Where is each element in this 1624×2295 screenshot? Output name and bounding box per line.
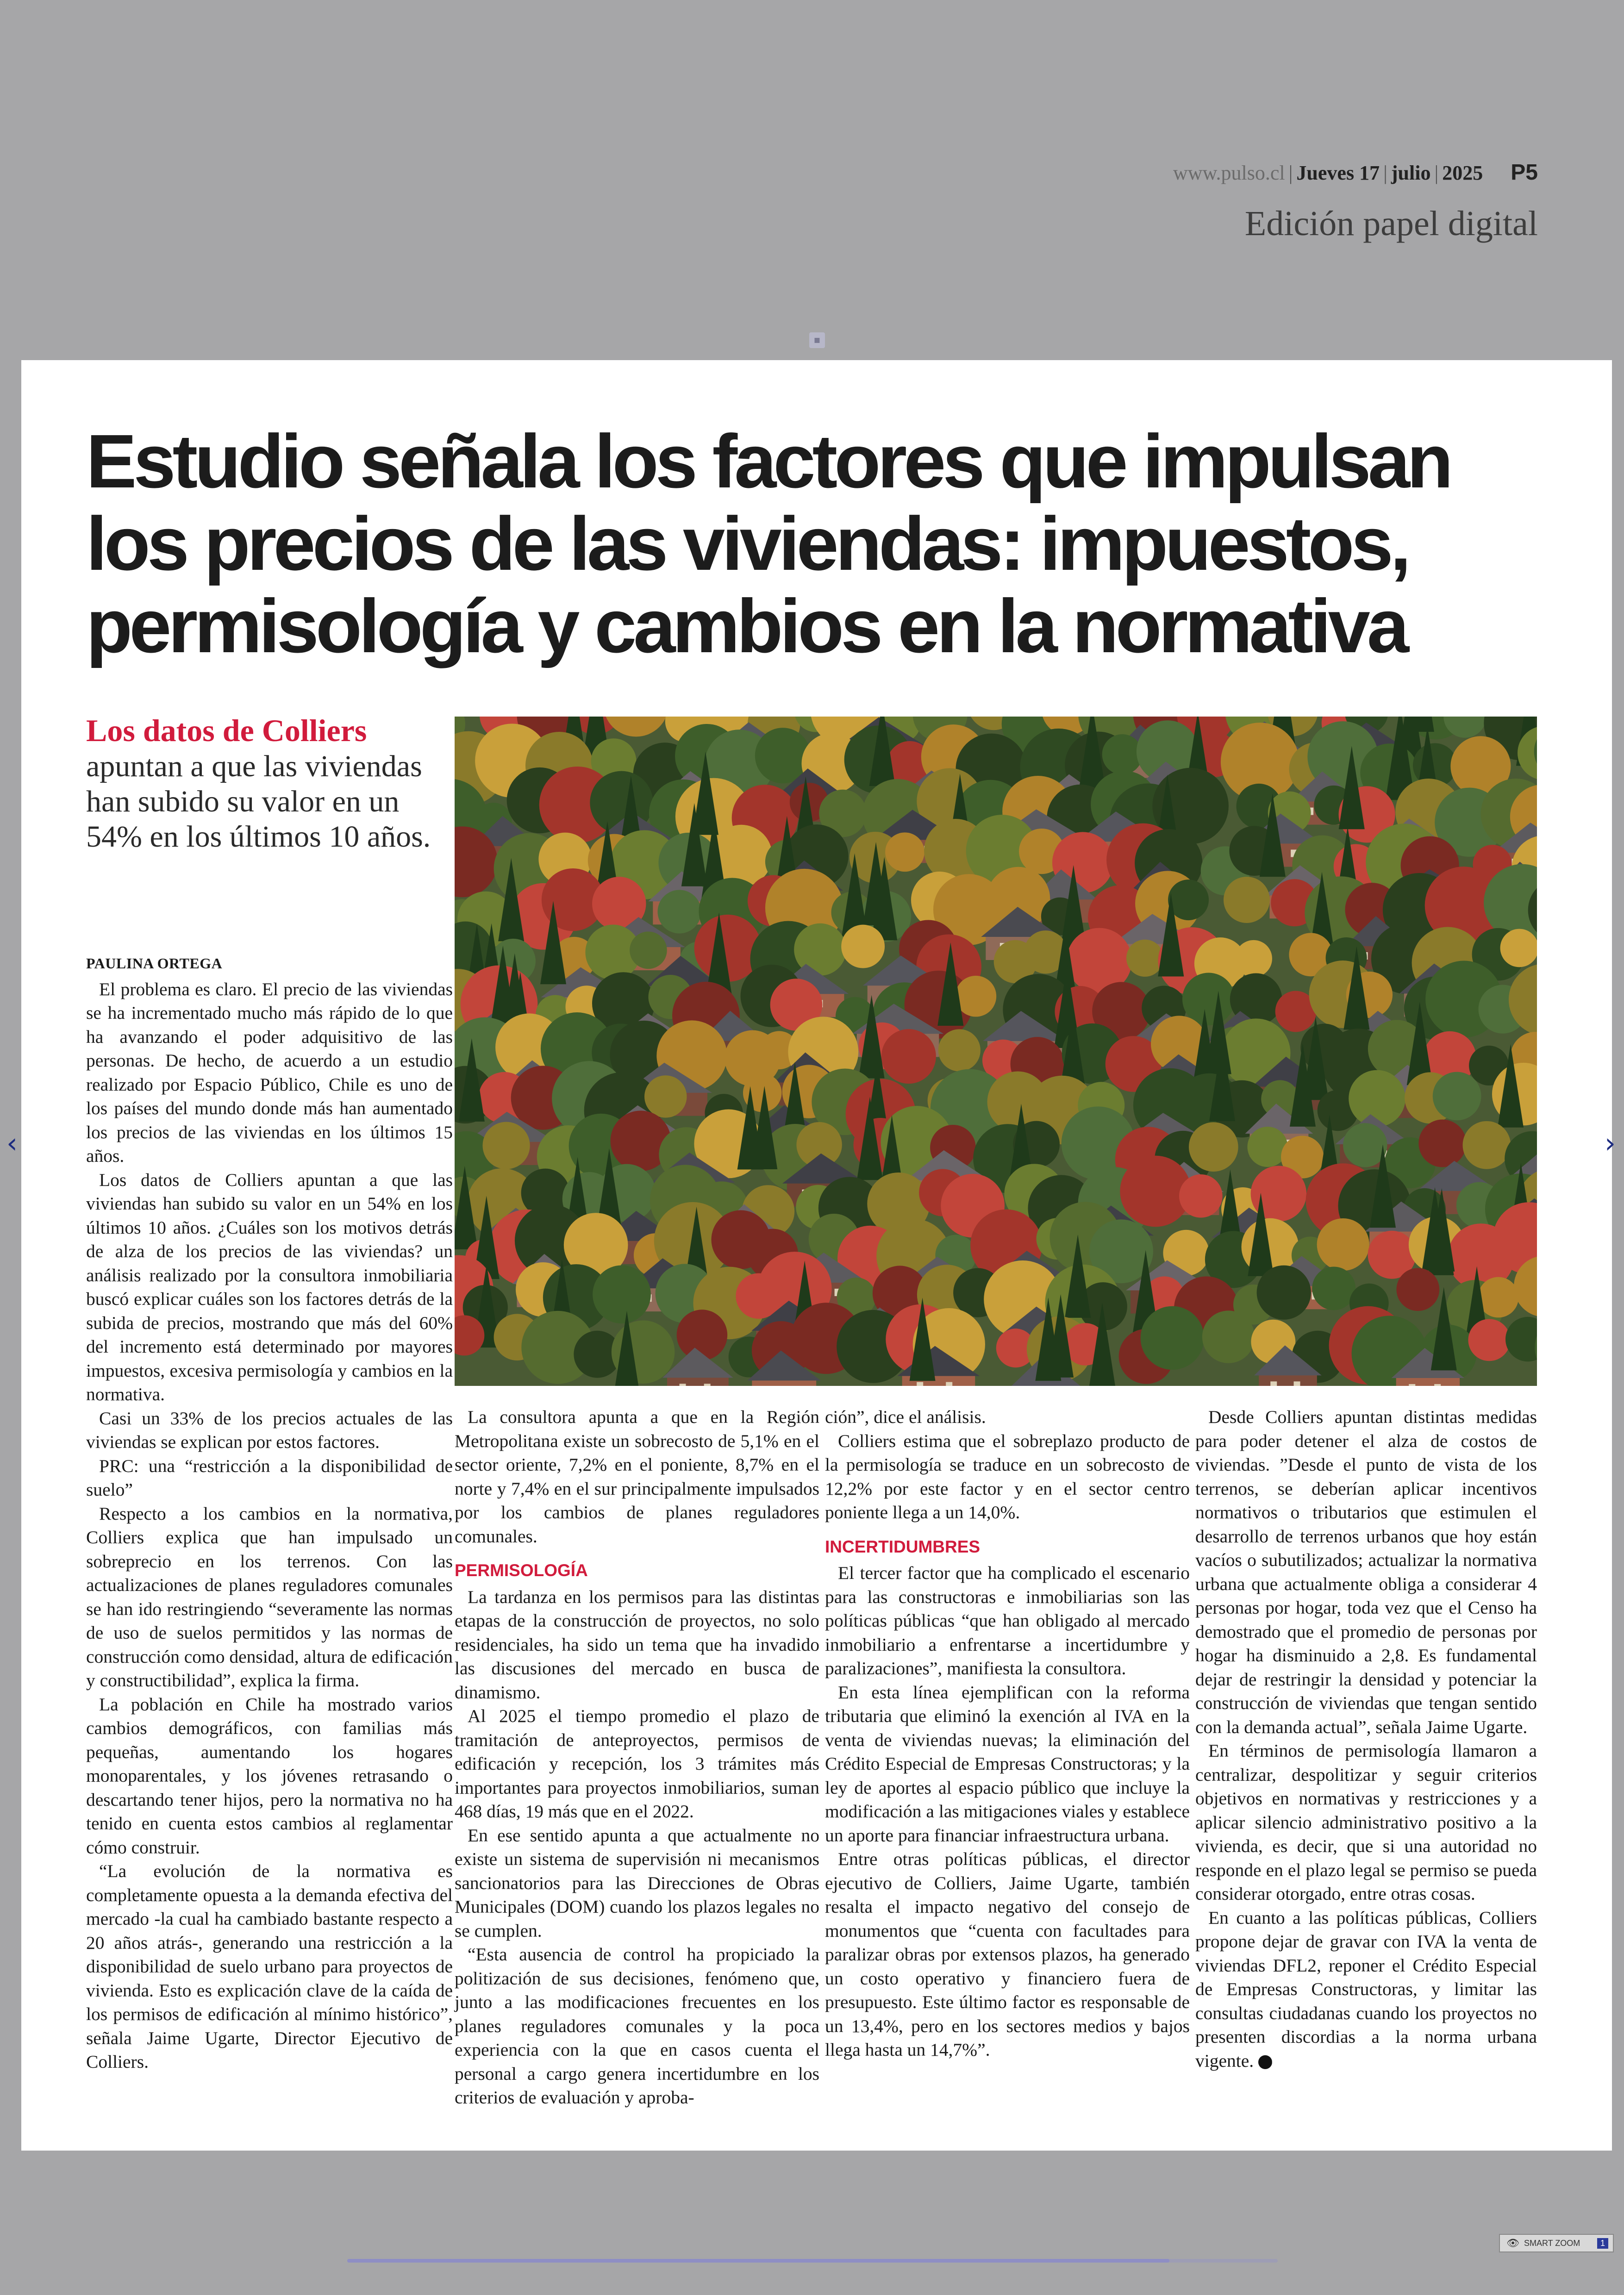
paragraph: Al 2025 el tiempo promedio el plazo de tramitación de anteproyectos, permisos de edificación y recepción, los 3 trámites más importantes para proyectos inmobiliarios, suman 468 días, 19 más que en el 2022. bbox=[455, 1706, 819, 1821]
text-column-2 bbox=[455, 1405, 819, 2110]
issue-year: 2025 bbox=[1442, 162, 1483, 184]
paragraph: Los datos de Colliers apuntan a que las viviendas han subido su valor en un 54% en los últimos 10 años. ¿Cuáles son los motivos detrás de alza de los precios de las viviendas? un análisis realizado por la consultora inmobiliaria buscó explicar cuáles son los factores detrás de la subida de precios, mostrando que más del 60% del incremento está determinado por mayores impuestos, excesiva permisología y cambios en la normativa. bbox=[86, 1169, 453, 1404]
page-progress-fill bbox=[347, 2259, 1169, 2263]
paragraph: Desde Colliers apuntan distintas medidas para poder detener el alza de costos de viviendas. ”Desde el punto de vista de los terrenos, se deberían aplicar incentivos normativos o tributarios que estimulen el desarrollo de terrenos urbanos que hoy están vacíos o subutilizados; actualizar la normativa urbana que actualmente obliga a considerar 4 personas por hogar, toda vez que el Censo ha demostrado que el promedio de personas por hogar ha disminuido a 2,8. Es fundamental dejar de restringir la densidad y potenciar la construcción de viviendas que tengan sentido con la demanda actual”, señala Jaime Ugarte. bbox=[1195, 1407, 1537, 1737]
paragraph: La tardanza en los permisos para las distintas etapas de la construcción de proyectos, no solo residenciales, ha sido un tema que ha invadido las discusiones del mercado en busca de dinamismo. bbox=[455, 1586, 819, 1703]
paragraph: El tercer factor que ha complicado el escenario para las constructoras e inmobiliarias son las políticas públicas “que han obligado al mercado inmobiliario a enfrentarse a incertidumbre y paralizaciones”, manifiesta la consultora. bbox=[825, 1563, 1190, 1678]
smart-zoom-label: SMART ZOOM bbox=[1524, 2238, 1580, 2248]
chevron-left-icon[interactable]: ‹ bbox=[6, 1127, 18, 1160]
paragraph: Colliers estima que el sobreplazo producto de la permisología se traduce en un sobrecosto de 12,2% por este factor y en el sector centro poniente llega a un 14,0%. bbox=[825, 1430, 1190, 1522]
smart-zoom-button[interactable] bbox=[1499, 2234, 1614, 2252]
paragraph: La población en Chile ha mostrado varios cambios demográficos, con familias más pequeñas, aumentando los hogares monoparentales, y los jóvenes retrasando o descartando tener hijos, pero la normativa no ha tenido en cuenta estos cambios al reglamentar cómo construir. bbox=[86, 1694, 453, 1858]
deck-text: apuntan a que las viviendas han subido su valor en un 54% en los últimos 10 años. bbox=[86, 749, 431, 854]
page-number: P5 bbox=[1511, 160, 1538, 185]
paragraph: En términos de permisología llamaron a centralizar, despolitizar y seguir criterios objetivos en normativas y restricciones y a aplicar silencio administrativo positivo a la vivienda, es decir, que si una autoridad no responde en el plazo legal se permiso se pueda considerar otorgado, entre otras cosas. bbox=[1195, 1740, 1537, 1904]
paragraph: ción”, dice el análisis. bbox=[825, 1407, 986, 1427]
article-headline: Estudio señala los factores que impulsan los precios de las viviendas: impuestos, permisología y cambios en la normativa bbox=[86, 419, 1450, 668]
issue-day: Jueves 17 bbox=[1296, 162, 1380, 184]
deck-highlight: Los datos de Colliers bbox=[86, 713, 367, 748]
paragraph: PRC: una “restricción a la disponibilidad de suelo” bbox=[86, 1455, 453, 1500]
page-marker-icon[interactable]: ▪ bbox=[809, 332, 825, 348]
newspaper-page bbox=[21, 360, 1612, 2151]
text-column-3 bbox=[825, 1405, 1190, 2062]
paragraph: “Esta ausencia de control ha propiciado la politización de sus decisiones, fenómeno que, junto a las modificaciones frecuentes en los planes reguladores comunales y la poca experiencia con la que en casos cuenta el personal a cargo genera incertidumbre en los criterios de evaluación y aproba- bbox=[455, 1944, 819, 2108]
eye-icon: 👁 bbox=[1506, 2237, 1519, 2249]
paragraph: Entre otras políticas públicas, el director ejecutivo de Colliers, Jaime Ugarte, también resalta el impacto negativo del consejo de monumentos que “cuenta con facultades para paralizar obras por extensos plazos, ha generado un costo operativo y financiero fuera de presupuesto. Este último factor es responsable de un 13,4%, pero en los sectores medios y bajos llega hasta un 14,7%”. bbox=[825, 1849, 1190, 2060]
paragraph: Casi un 33% de los precios actuales de las viviendas se explican por estos factores. bbox=[86, 1408, 453, 1452]
smart-zoom-count: 1 bbox=[1597, 2238, 1608, 2249]
paragraph: El problema es claro. El precio de las viviendas se ha incrementado mucho más rápido de lo que ha avanzando el poder adquisitivo de las personas. De hecho, de acuerdo a un estudio realizado por Espacio Público, Chile es uno de los países del mundo donde más han aumentado los precios de las viviendas en los últimos 15 años. bbox=[86, 979, 453, 1166]
paragraph: Respecto a los cambios en la normativa, Colliers explica que han impulsado un sobreprecio en los terrenos. Con las actualizaciones de planes reguladores comunales se han ido restringiendo “severamente las normas de uso de suelos permitidos y las normas de construcción como densidad, altura de edificación y constructibilidad”, explica la firma. bbox=[86, 1503, 453, 1690]
paragraph: “La evolución de la normativa es completamente opuesta a la demanda efectiva del mercado -la cual ha cambiado bastante respecto a 20 años atrás-, generando una restricción a la disponibilidad de suelo urbano para proyectos de vivienda. Esto es explicación clave de la caída de los permisos de edificación al mínimo histórico”, señala Jaime Ugarte, Director Ejecutivo de Colliers. bbox=[86, 1861, 453, 2072]
subheading-permisologia: PERMISOLOGÍA bbox=[455, 1561, 588, 1580]
text-column-4 bbox=[1195, 1405, 1537, 2073]
edition-label: Edición papel digital bbox=[1244, 204, 1538, 243]
paragraph: La consultora apunta a que en la Región Metropolitana existe un sobrecosto de 5,1% en el sector oriente, 7,2% en el poniente, 8,7% en el norte y 7,4% en el sur principalmente impulsados por los cambios de planes reguladores comunales. bbox=[455, 1407, 819, 1547]
site-url[interactable]: www.pulso.cl bbox=[1173, 162, 1285, 184]
last-paragraph-text: En cuanto a las políticas públicas, Colliers propone dejar de gravar con IVA la venta de viviendas DFL2, reponer el Crédito Especial de Empresas Constructoras, y limitar las consultas ciudadanas cuando los proyectos no presenten discordias a la norma urbana vigente. bbox=[1195, 1907, 1537, 2071]
issue-month: julio bbox=[1391, 162, 1431, 184]
paragraph: En esta línea ejemplifican con la reforma tributaria que eliminó la exención al IVA en la venta de viviendas nuevas; la eliminación del Crédito Especial de Empresas Constructoras; y la ley de aportes al espacio público que incluye la modificación a las mitigaciones viales y establece un aporte para financiar infraestructura urbana. bbox=[825, 1682, 1190, 1846]
masthead: www.pulso.cl | Jueves 17 | julio | 2025 P5 bbox=[1173, 160, 1538, 185]
subheading-incertidumbres: INCERTIDUMBRES bbox=[825, 1537, 981, 1556]
article-deck bbox=[86, 712, 438, 854]
byline: PAULINA ORTEGA bbox=[86, 955, 223, 972]
text-column-1 bbox=[86, 952, 453, 2074]
article-photo bbox=[455, 717, 1537, 1386]
paragraph bbox=[1195, 1906, 1537, 2073]
end-of-article-icon: P bbox=[1258, 2055, 1272, 2069]
housing-neighborhood-image bbox=[455, 717, 1537, 1386]
chevron-right-icon[interactable]: › bbox=[1605, 1127, 1616, 1160]
paragraph: En ese sentido apunta a que actualmente no existe un sistema de supervisión ni mecanismos sancionatorios para las Direcciones de Obras Municipales (DOM) cuando los plazos legales no se cumplen. bbox=[455, 1825, 819, 1941]
